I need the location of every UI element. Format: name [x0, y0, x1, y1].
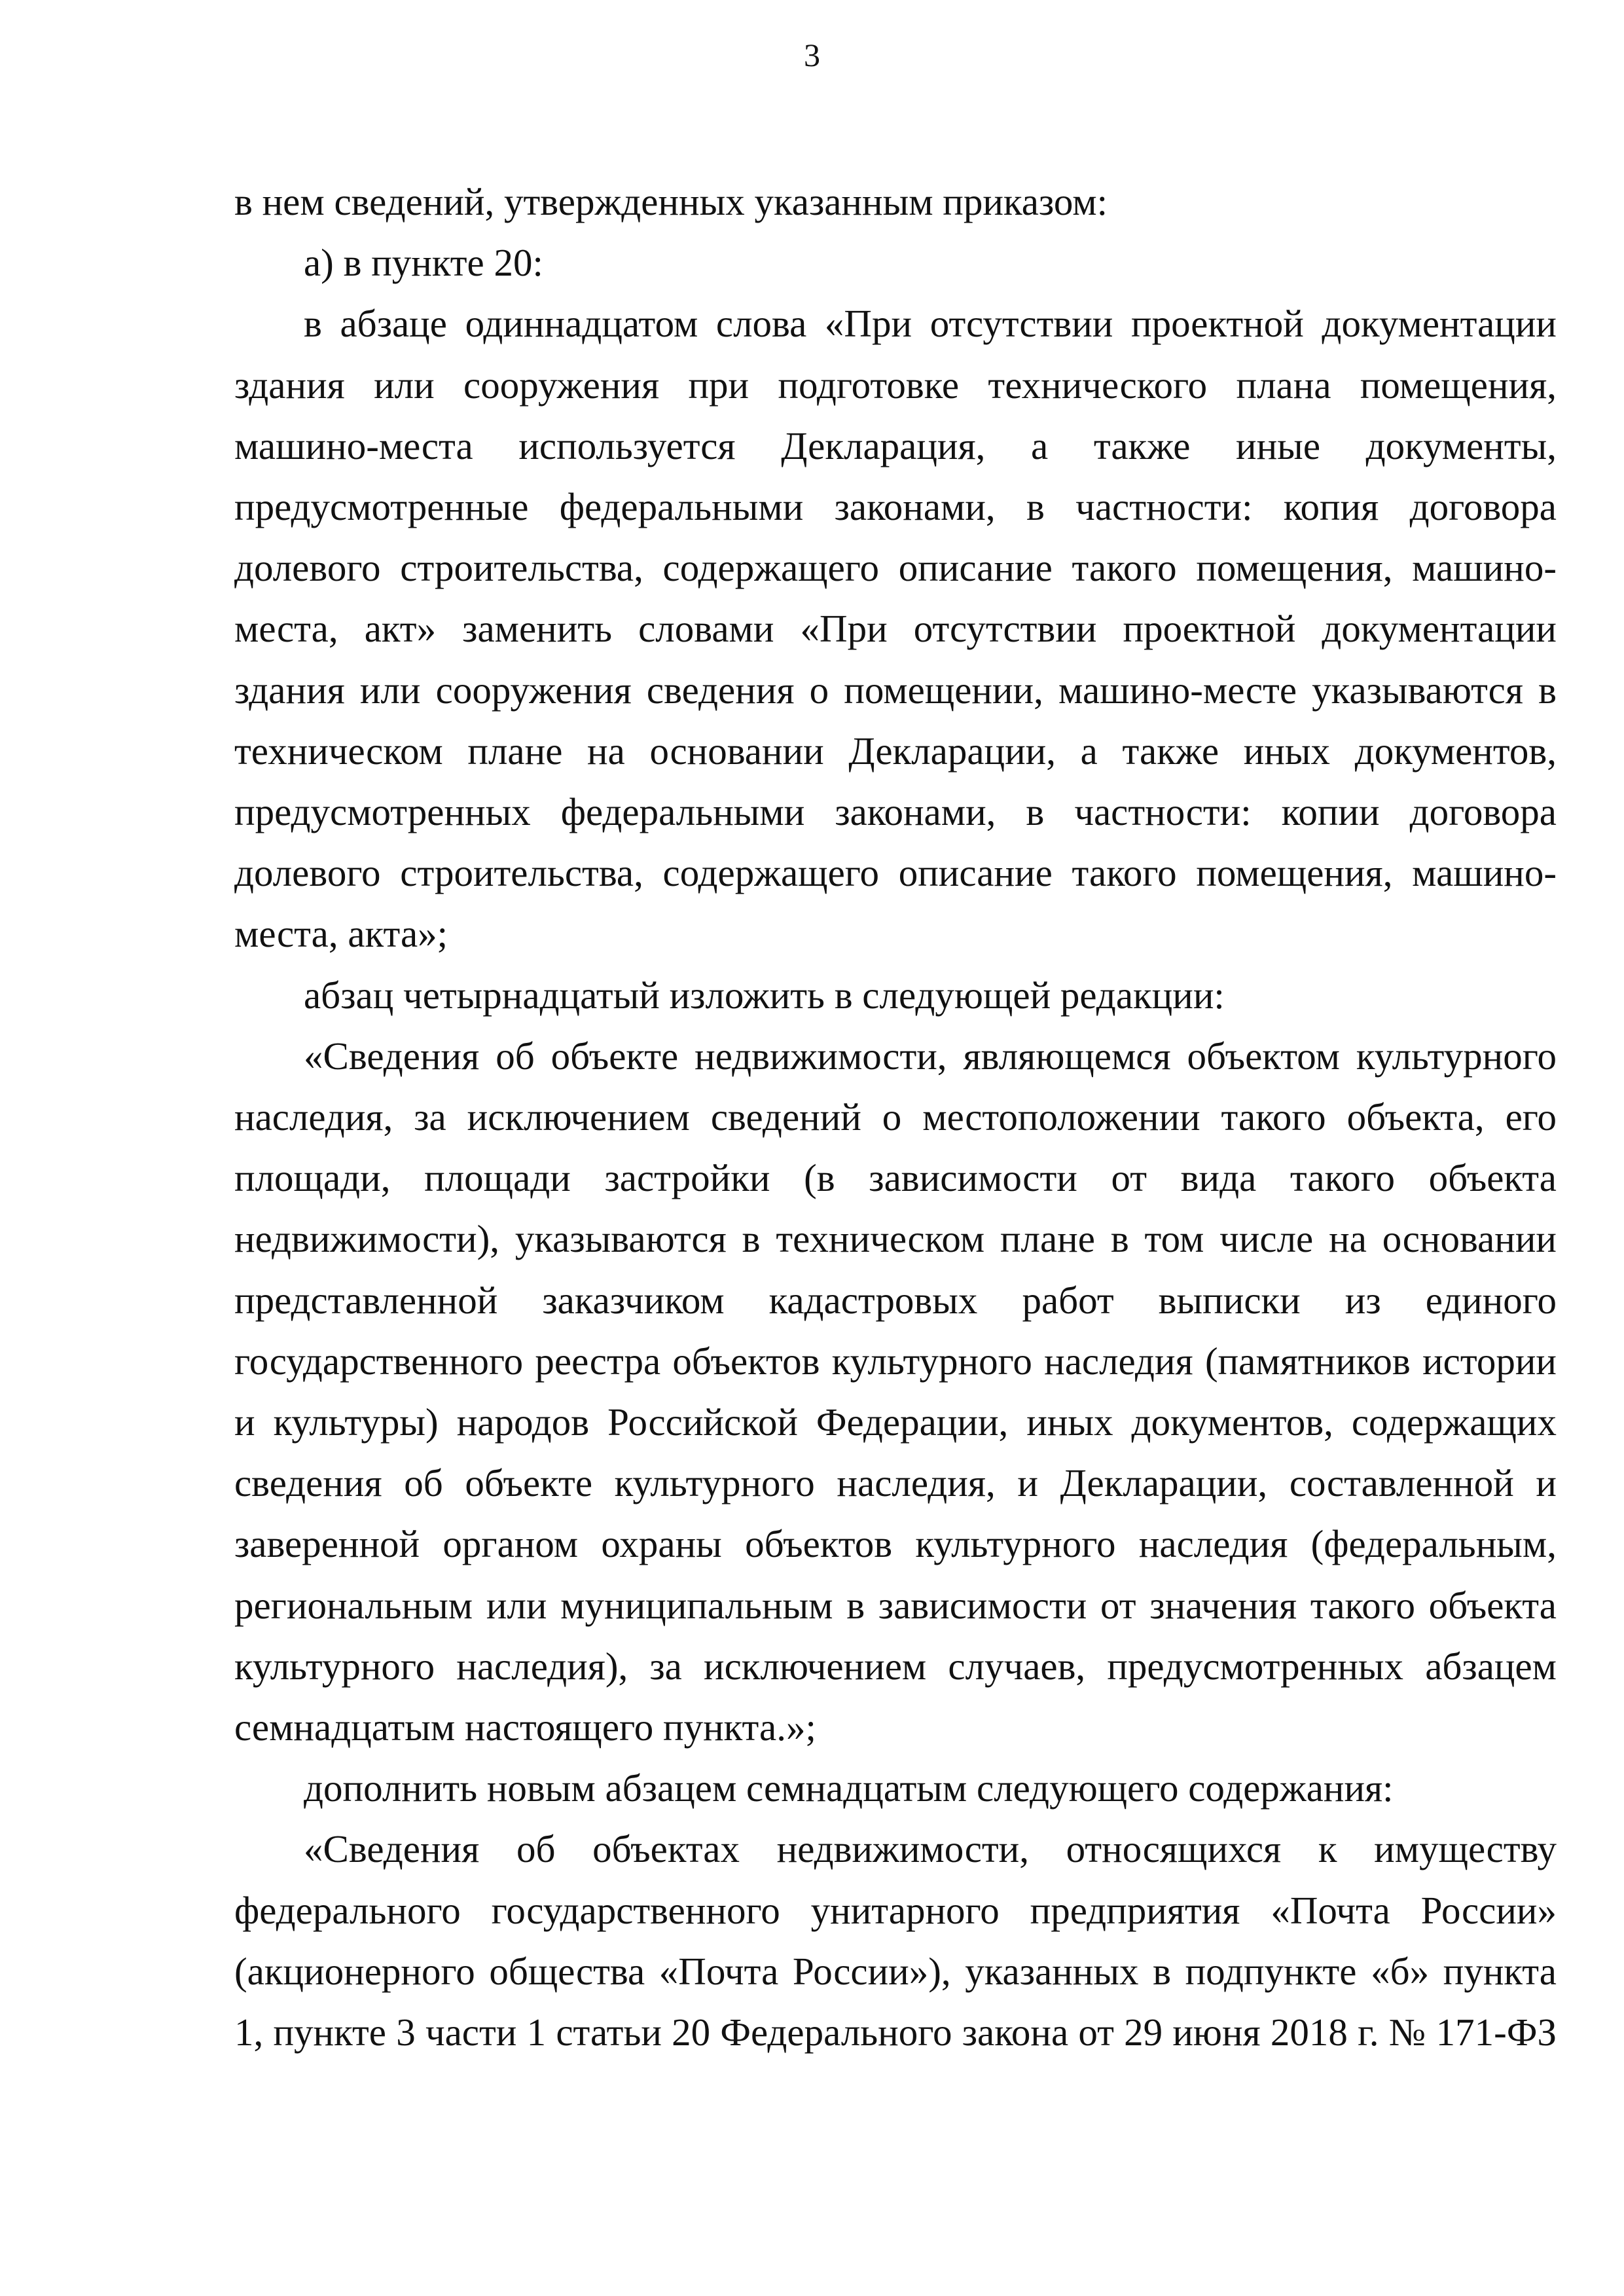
- paragraph-subpoint-a: а) в пункте 20:: [304, 241, 543, 285]
- paragraph-abzac-14-intro: абзац четырнадцатый изложить в следующей редакции:: [304, 973, 1225, 1017]
- paragraph-abzac-17-text: «Сведения об объектах недвижимости, относящихся к имуществу федерального государственного унитарного предприятия «Почта России» (акционерного общества «Почта России»), указанных в подпункте «б» пункта 1, пункте 3 части 1 статьи 20 Федерального закона от 29 июня 2018 г. № 171-ФЗ: [234, 1827, 1557, 2054]
- page-number: 3: [804, 37, 820, 73]
- paragraph-abzac-11: в абзаце одиннадцатом слова «При отсутствии проектной документации здания или сооружения при подготовке технического плана помещения, машино-места используется Декларация, а также иные документы, предусмотренные федеральными законами, в частности: копия договора долевого строительства, содержащего описание такого помещения, машино-места, акт» заменить словами «При отсутствии проектной документации здания или сооружения сведения о помещении, машино-месте указываются в техническом плане на основании Декларации, а также иных документов, предусмотренных федеральными законами, в частности: копии договора долевого строительства, содержащего описание такого помещения, машино-места, акта»;: [234, 302, 1557, 956]
- paragraph-abzac-17-intro: дополнить новым абзацем семнадцатым следующего содержания:: [304, 1766, 1394, 1810]
- paragraph-continuation: в нем сведений, утвержденных указанным приказом:: [234, 180, 1108, 223]
- document-body: [234, 172, 1557, 2063]
- paragraph-abzac-14-text: «Сведения об объекте недвижимости, являющемся объектом культурного наследия, за исключением сведений о местоположении такого объекта, его площади, площади застройки (в зависимости от вида такого объекта недвижимости), указываются в техническом плане в том числе на основании представленной заказчиком кадастровых работ выписки из единого государственного реестра объектов культурного наследия (памятников истории и культуры) народов Российской Федерации, иных документов, содержащих сведения об объекте культурного наследия, и Декларации, составленной и заверенной органом охраны объектов культурного наследия (федеральным, региональным или муниципальным в зависимости от значения такого объекта культурного наследия), за исключением случаев, предусмотренных абзацем семнадцатым настоящего пункта.»;: [234, 1034, 1557, 1749]
